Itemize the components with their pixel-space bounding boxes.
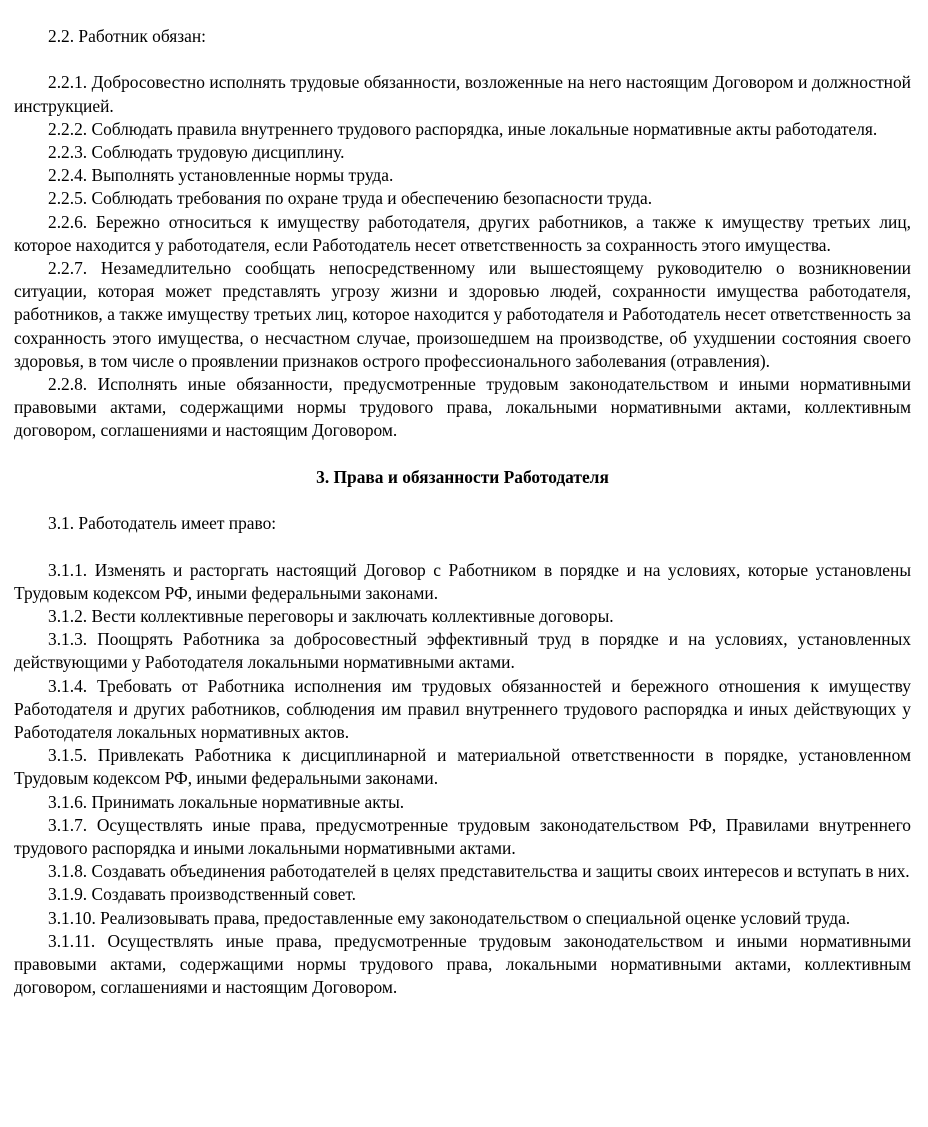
clause-paragraph: 3.1.5. Привлекать Работника к дисциплинарной и материальной ответственности в порядке, установленном Трудовым кодексом РФ, иными федеральными законами. [14, 745, 911, 789]
clause-paragraph: 3.1.3. Поощрять Работника за добросовестный эффективный труд в порядке и на условиях, установленных действующими у Работодателя локальными нормативными актами. [14, 629, 911, 673]
clause-paragraph: 3.1.9. Создавать производственный совет. [48, 884, 357, 905]
spacer [14, 489, 911, 512]
section-2-2-lead: 2.2. Работник обязан: [48, 26, 206, 46]
clause-paragraph: 2.2.5. Соблюдать требования по охране труда и обеспечению безопасности труда. [48, 188, 653, 209]
section-3-heading: 3. Права и обязанности Работодателя [316, 466, 609, 487]
clause-paragraph: 2.2.2. Соблюдать правила внутреннего трудового распорядка, иные локальные нормативные акты работодателя. [48, 118, 878, 139]
clause-paragraph: 3.1.10. Реализовывать права, предоставленные ему законодательством о специальной оценке условий труда. [48, 907, 851, 928]
clause-paragraph: 2.2.3. Соблюдать трудовую дисциплину. [48, 142, 345, 162]
section-3-1-lead: 3.1. Работодатель имеет право: [48, 513, 277, 534]
spacer [14, 48, 911, 71]
clause-paragraph: 3.1.1. Изменять и расторгать настоящий Договор с Работником в порядке и на условиях, которые установлены Трудовым кодексом РФ, иными федеральными законами. [14, 559, 911, 603]
clause-paragraph: 3.1.6. Принимать локальные нормативные акты. [48, 791, 405, 812]
clause-paragraph: 3.1.8. Создавать объединения работодателей в целях представительства и защиты своих интересов и вступать в них. [48, 861, 910, 882]
clause-paragraph: 3.1.7. Осуществлять иные права, предусмотренные трудовым законодательством РФ, Правилами внутреннего трудового распорядка и иными локальными нормативными актами. [14, 814, 911, 859]
spacer [14, 443, 911, 466]
section-3-1-items [14, 559, 911, 1000]
clause-paragraph: 2.2.4. Выполнять установленные нормы труда. [48, 165, 394, 186]
section-2-2-items [14, 71, 911, 442]
clause-paragraph: 2.2.8. Исполнять иные обязанности, предусмотренные трудовым законодательством и иными нормативными правовыми актами, содержащими нормы трудового права, локальными нормативными актами, коллективным договором, соглашениями и настоящим Договором. [14, 374, 911, 441]
document-page [14, 25, 911, 999]
clause-paragraph: 3.1.11. Осуществлять иные права, предусмотренные трудовым законодательством и иными нормативными правовыми актами, содержащими нормы трудового права, локальными нормативными актами, коллективным договором, соглашениями и настоящим Договором. [14, 930, 911, 998]
clause-paragraph: 3.1.4. Требовать от Работника исполнения им трудовых обязанностей и бережного отношения к имуществу Работодателя и других работников, соблюдения им правил внутреннего трудового распорядка и иных действующих у Работодателя локальных нормативных актов. [14, 675, 911, 743]
clause-paragraph: 2.2.7. Незамедлительно сообщать непосредственному или вышестоящему руководителю о возникновении ситуации, которая может представлять угрозу жизни и здоровью людей, сохранности имущества работодателя, работников, а также имуществу третьих лиц, которое находится у работодателя и Работодатель несет ответственность за сохранность этого имущества, о несчастном случае, произошедшем на производстве, об ухудшении состояния своего здоровья, в том числе о проявлении признаков острого профессионального заболевания (отравления). [14, 258, 911, 371]
clause-paragraph: 3.1.2. Вести коллективные переговоры и заключать коллективные договоры. [48, 606, 614, 627]
clause-paragraph: 2.2.1. Добросовестно исполнять трудовые обязанности, возложенные на него настоящим Договором и должностной инструкцией. [14, 72, 911, 116]
spacer [14, 535, 911, 558]
clause-paragraph: 2.2.6. Бережно относиться к имуществу работодателя, других работников, а также к имуществу третьих лиц, которое находится у работодателя, если Работодатель несет ответственность за сохранность этого имущества. [14, 211, 911, 255]
